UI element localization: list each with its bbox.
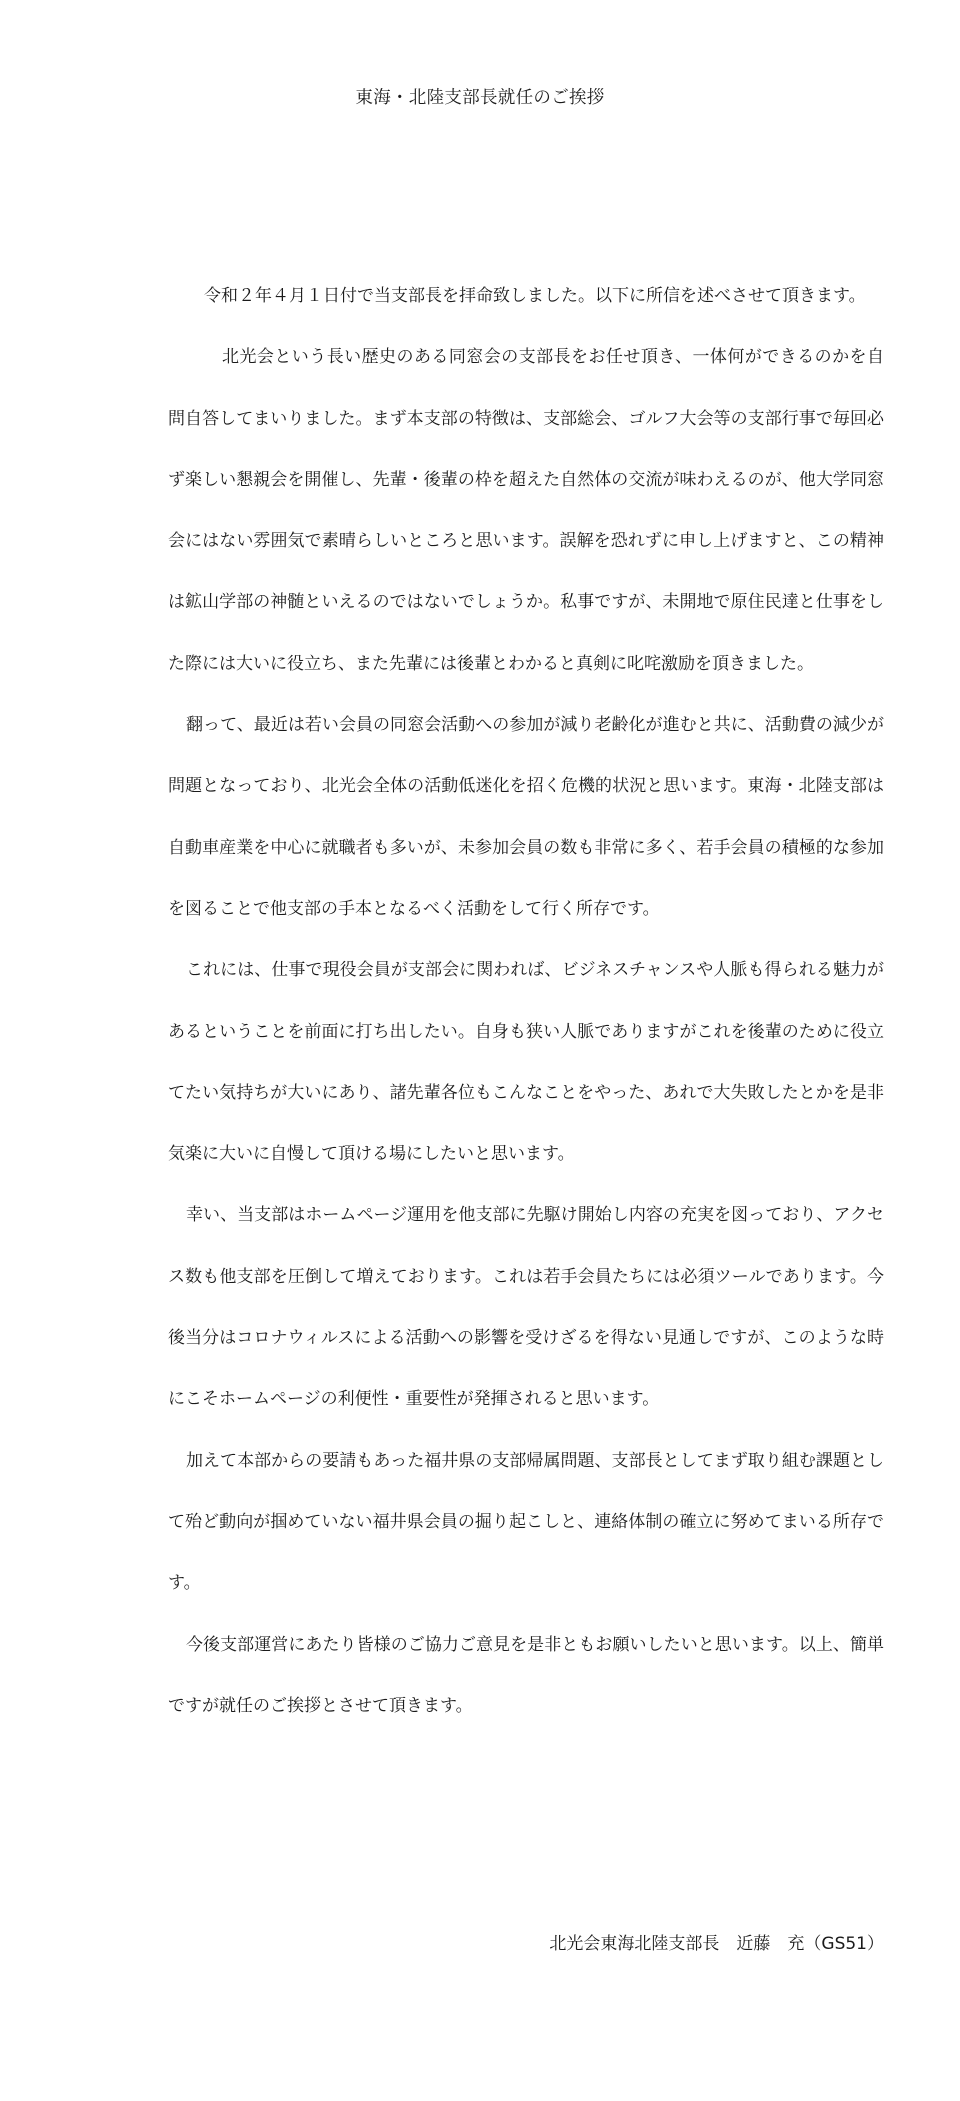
paragraph-4: これには、仕事で現役会員が支部会に関われば、ビジネスチャンスや人脈も得られる魅力があるということを前面に打ち出したい。自身も狭い人脈でありますがこれを後輩のために役立てたい気持ちが大いにあり、諸先輩各位もこんなことをやった、あれで大失敗したとかを是非気楽に大いに自慢して頂ける場にしたいと思います。 <box>168 960 884 1165</box>
document-body <box>168 266 884 1737</box>
paragraph-6: 加えて本部からの要請もあった福井県の支部帰属問題、支部長としてまず取り組む課題として殆ど動向が掴めていない福井県会員の掘り起こしと、連絡体制の確立に努めてまいる所存です。 <box>168 1450 884 1594</box>
signature: 北光会東海北陸支部長 近藤 充（GS51） <box>549 1934 884 1954</box>
paragraph-5: 幸い、当支部はホームページ運用を他支部に先駆け開始し内容の充実を図っており、アクセス数も他支部を圧倒して増えております。これは若手会員たちには必須ツールであります。今後当分はコロナウィルスによる活動への影響を受けざるを得ない見通しですが、このような時にこそホームページの利便性・重要性が発揮されると思います。 <box>168 1205 884 1410</box>
paragraph-3: 翻って、最近は若い会員の同窓会活動への参加が減り老齢化が進むと共に、活動費の減少が問題となっており、北光会全体の活動低迷化を招く危機的状況と思います。東海・北陸支部は自動車産業を中心に就職者も多いが、未参加会員の数も非常に多く、若手会員の積極的な参加を図ることで他支部の手本となるべく活動をして行く所存です。 <box>168 715 884 919</box>
document-title: 東海・北陸支部長就任のご挨拶 <box>355 88 605 108</box>
paragraph-2: 北光会という長い歴史のある同窓会の支部長をお任せ頂き、一体何ができるのかを自問自答してまいりました。まず本支部の特徴は、支部総会、ゴルフ大会等の支部行事で毎回必ず楽しい懇親会を開催し、先輩・後輩の枠を超えた自然体の交流が味わえるのが、他大学同窓会にはない雰囲気で素晴らしいところと思います。誤解を恐れずに申し上げますと、この精神は鉱山学部の神髄といえるのではないでしょうか。私事ですが、未開地で原住民達と仕事をした際には大いに役立ち、また先輩には後輩とわかると真剣に叱咤激励を頂きました。 <box>168 347 884 674</box>
paragraph-1: 令和２年４月１日付で当支部長を拝命致しました。以下に所信を述べさせて頂きます。 <box>204 286 866 306</box>
paragraph-7: 今後支部運営にあたり皆様のご協力ご意見を是非ともお願いしたいと思います。以上、簡単ですが就任のご挨拶とさせて頂きます。 <box>168 1634 884 1716</box>
